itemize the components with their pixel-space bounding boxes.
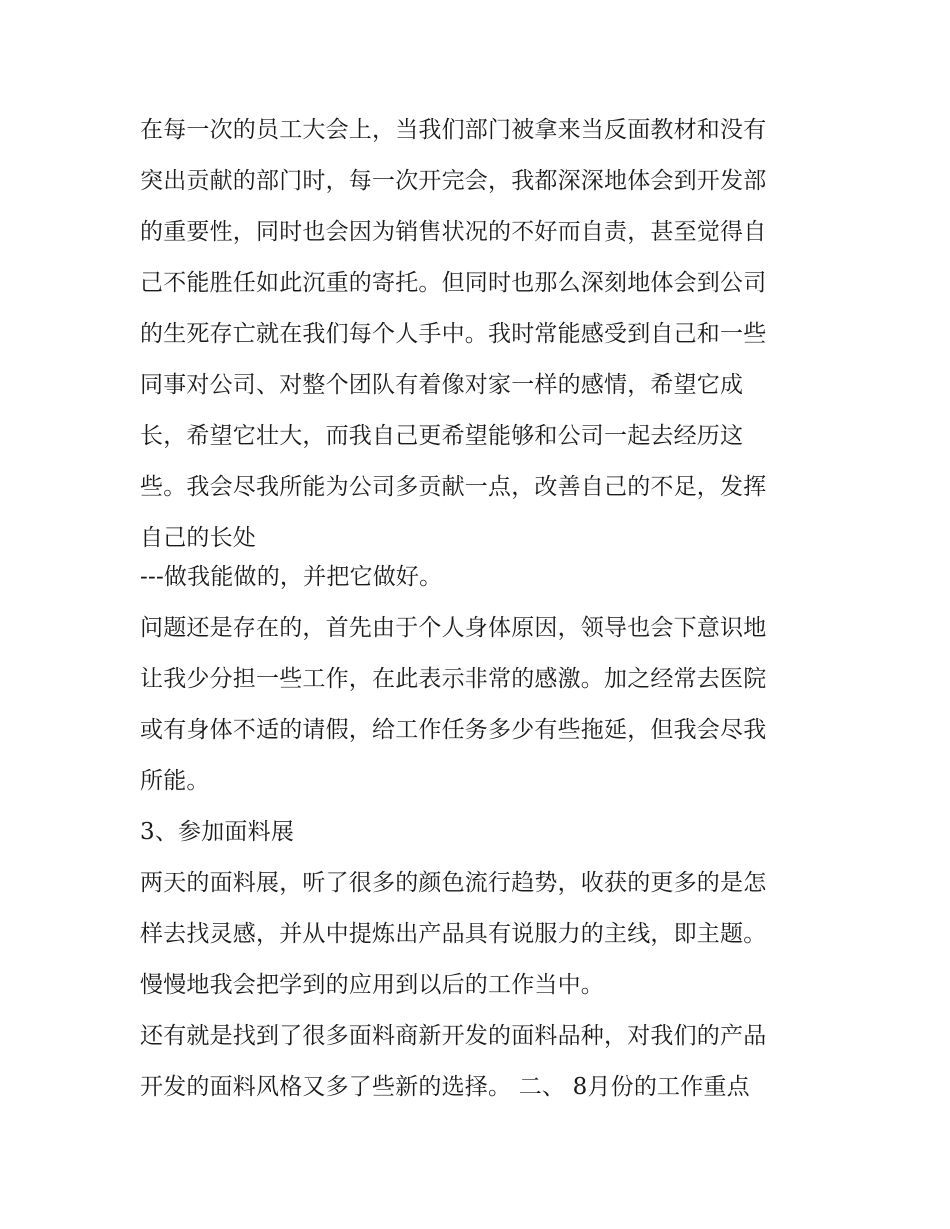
- text-line-5: 的生死存亡就在我们每个人手中。我时常能感受到自己和一些: [140, 321, 767, 347]
- text-line-2: 突出贡献的部门时，每一次开完会，我都深深地体会到开发部: [140, 168, 767, 194]
- text-line-16: 两天的面料展，听了很多的颜色流行趋势，收获的更多的是怎: [140, 870, 767, 896]
- text-line-12: 让我少分担一些工作，在此表示非常的感激。加之经常去医院: [140, 666, 767, 692]
- text-line-9: 自己的长处: [140, 525, 256, 551]
- text-line-14: 所能。: [140, 768, 210, 794]
- text-line-13: 或有身体不适的请假，给工作任务多少有些拖延，但我会尽我: [140, 717, 767, 743]
- text-line-6: 同事对公司、对整个团队有着像对家一样的感情，希望它成: [140, 372, 744, 398]
- text-line-7: 长，希望它壮大，而我自己更希望能够和公司一起去经历这: [140, 423, 744, 449]
- text-line-1: 在每一次的员工大会上，当我们部门被拿来当反面教材和没有: [140, 117, 767, 143]
- text-line-3: 的重要性，同时也会因为销售状况的不好而自责，甚至觉得自: [140, 219, 767, 245]
- section-heading: 3、参加面料展: [140, 819, 295, 845]
- text-line-20: 开发的面料风格又多了些新的选择。 二、 8月份的工作重点: [140, 1074, 750, 1100]
- text-line-8: 些。我会尽我所能为公司多贡献一点，改善自己的不足，发挥: [140, 474, 767, 500]
- text-line-19: 还有就是找到了很多面料商新开发的面料品种，对我们的产品: [140, 1023, 767, 1049]
- text-line-18: 慢慢地我会把学到的应用到以后的工作当中。: [140, 972, 604, 998]
- text-line-10: ---做我能做的，并把它做好。: [140, 564, 443, 590]
- text-line-11: 问题还是存在的，首先由于个人身体原因，领导也会下意识地: [140, 615, 767, 641]
- document-body: [140, 108, 820, 1116]
- text-line-4: 己不能胜任如此沉重的寄托。但同时也那么深刻地体会到公司: [140, 270, 767, 296]
- text-line-17: 样去找灵感，并从中提炼出产品具有说服力的主线，即主题。: [140, 921, 767, 947]
